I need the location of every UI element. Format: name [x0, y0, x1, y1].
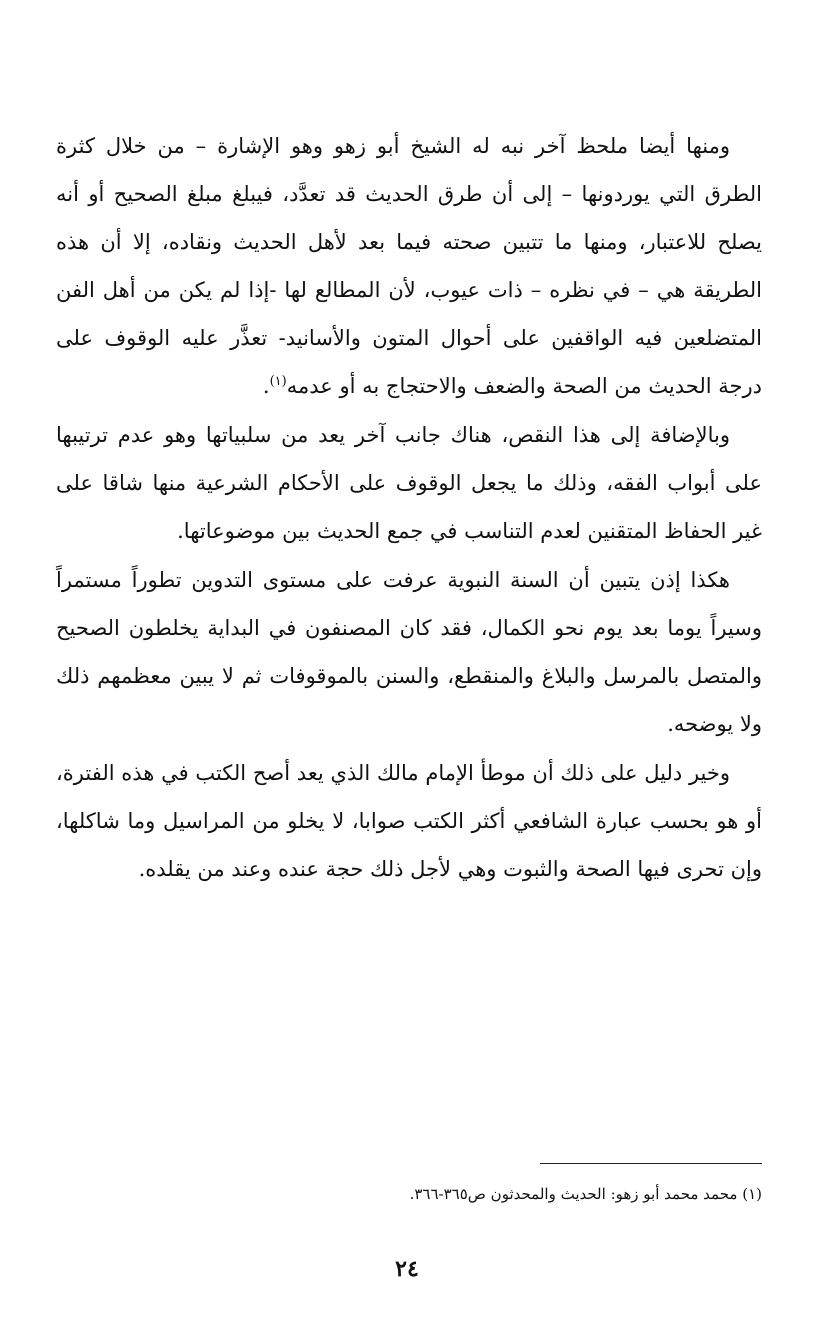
footnote-separator	[540, 1163, 762, 1164]
paragraph-3: هكذا إذن يتبين أن السنة النبوية عرفت على مستوى التدوين تطوراً مستمراً وسيراً يوما بعد يوم نحو الكمال، فقد كان المصنفون في البداية يخلطون الصحيح والمتصل بالمرسل والبلاغ والمنقطع، والسنن بالموقوفات ثم لا يبين معظمهم ذلك ولا يوضحه.	[56, 568, 762, 736]
paragraph-1-text: ومنها أيضا ملحظ آخر نبه له الشيخ أبو زهو وهو الإشارة – من خلال كثرة الطرق التي يوردونها – إلى أن طرق الحديث قد تعدَّد، فيبلغ مبلغ الصحيح أو أنه يصلح للاعتبار، ومنها ما تتبين صحته فيما بعد لأهل الحديث ونقاده، إلا أن هذه الطريقة هي – في نظره – ذات عيوب، لأن المطالع لها -إذا لم يكن من أهل الفن المتضلعين فيه الواقفين على أحوال المتون والأسانيد- تعذَّر عليه الوقوف على درجة الحديث من الصحة والضعف والاحتجاج به أو عدمه	[56, 134, 762, 398]
footnote: (١) محمد محمد أبو زهو: الحديث والمحدثون ص٣٦٥-٣٦٦.	[409, 1185, 762, 1203]
footnote-reference: (١)	[269, 374, 287, 389]
main-text	[56, 122, 762, 893]
paragraph-4: وخير دليل على ذلك أن موطأ الإمام مالك الذي يعد أصح الكتب في هذه الفترة، أو هو بحسب عبارة الشافعي أكثر الكتب صوابا، لا يخلو من المراسيل وما شاكلها، وإن تحرى فيها الصحة والثبوت وهي لأجل ذلك حجة عنده وعند من يقلده.	[56, 761, 762, 881]
page-number: ٢٤	[395, 1256, 419, 1282]
paragraph-1	[56, 122, 762, 410]
paragraph-2: وبالإضافة إلى هذا النقص، هناك جانب آخر يعد من سلبياتها وهو عدم ترتيبها على أبواب الفقه، وذلك ما يجعل الوقوف على الأحكام الشرعية منها شاقا على غير الحفاظ المتقنين لعدم التناسب في جمع الحديث بين موضوعاتها.	[56, 423, 762, 543]
paragraph-1-end-period: .	[262, 374, 270, 398]
